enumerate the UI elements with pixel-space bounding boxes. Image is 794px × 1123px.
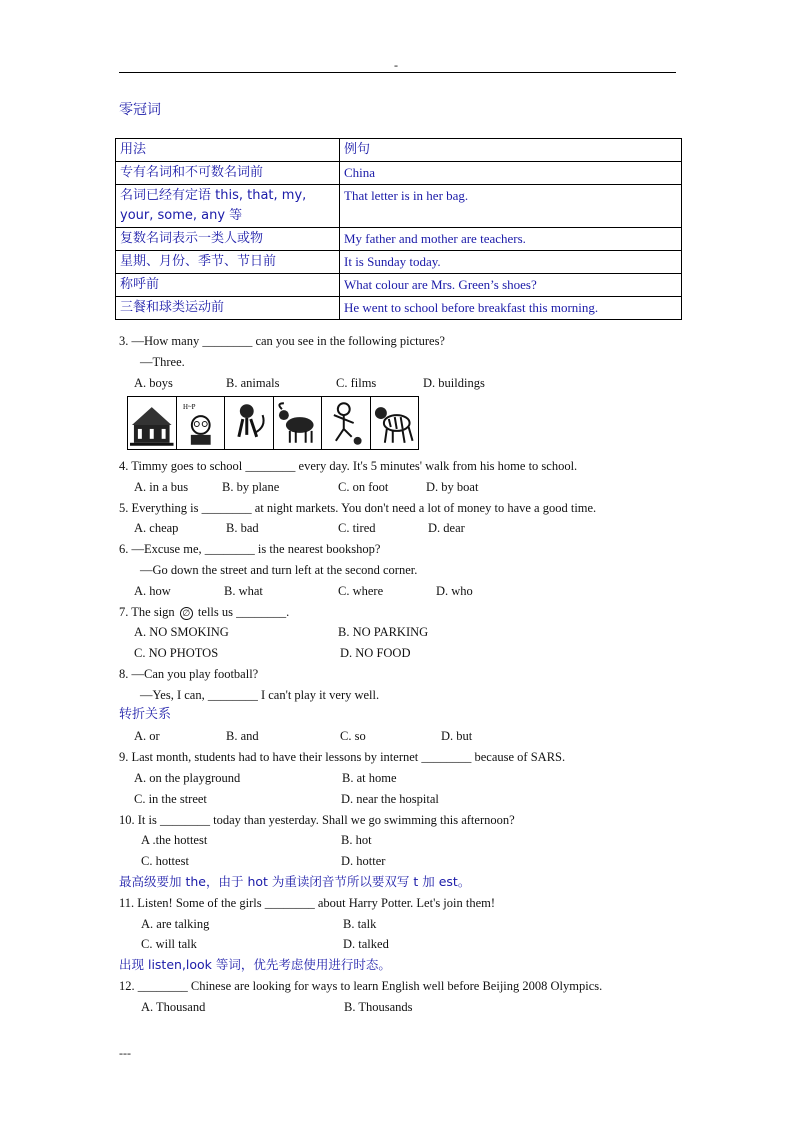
table-cell-example: It is Sunday today. [340,251,682,274]
question-3-option-c[interactable]: C. films [336,376,377,390]
question-10-option-d[interactable]: D. hotter [341,854,386,868]
question-11-stem: 11. Listen! Some of the girls ________ about Harry Potter. Let's join them! [119,896,496,910]
table-header-usage: 用法 [116,139,340,162]
table-row [116,162,682,185]
section-title: 零冠词 [119,102,161,118]
question-5-stem: 5. Everything is ________ at night markets. You don't need a lot of money to have a good time. [119,501,597,515]
table-cell-example: China [340,162,682,185]
table-row [116,251,682,274]
question-8-option-d[interactable]: D. but [441,729,473,743]
question-5-option-a[interactable]: A. cheap [134,521,179,535]
no-smoking-sign-icon: ∅ [180,607,193,620]
table-cell-example: My father and mother are teachers. [340,228,682,251]
question-3-pictures [127,396,419,450]
question-4-option-c[interactable]: C. on foot [338,480,389,494]
question-3-answer: —Three. [140,355,185,369]
question-8-stem: 8. —Can you play football? [119,667,259,681]
question-4-option-b[interactable]: B. by plane [222,480,280,494]
question-7-option-d[interactable]: D. NO FOOD [340,646,411,660]
table-row [116,228,682,251]
question-4-option-a[interactable]: A. in a bus [134,480,189,494]
question-5-option-c[interactable]: C. tired [338,521,376,535]
table-row [116,297,682,320]
svg-text:H~P: H~P [182,404,196,412]
question-7-stem [119,604,289,620]
question-12-option-b[interactable]: B. Thousands [344,1000,413,1014]
boy-football-picture [322,397,371,449]
question-9-option-c[interactable]: C. in the street [134,792,207,806]
question-3-option-d[interactable]: D. buildings [423,376,485,390]
question-10-option-b[interactable]: B. hot [341,833,372,847]
question-6-option-a[interactable]: A. how [134,584,171,598]
table-row [116,185,682,228]
question-4-stem: 4. Timmy goes to school ________ every day. It's 5 minutes' walk from his home to school. [119,459,578,473]
question-4-option-d[interactable]: D. by boat [426,480,479,494]
question-10-option-a[interactable]: A .the hottest [141,833,208,847]
question-7-option-b[interactable]: B. NO PARKING [338,625,429,639]
question-10-note: 最高级要加 the，由于 hot 为重读闭音节所以要双写 t 加 est。 [119,874,471,889]
question-5-option-b[interactable]: B. bad [226,521,259,535]
question-9-option-b[interactable]: B. at home [342,771,397,785]
question-3-option-b[interactable]: B. animals [226,376,280,390]
question-6-option-c[interactable]: C. where [338,584,384,598]
question-9-stem: 9. Last month, students had to have their lessons by internet ________ because of SARS. [119,750,566,764]
question-10-option-c[interactable]: C. hottest [141,854,189,868]
table-cell-usage: 名词已经有定语 this, that, my, your, some, any 等 [116,185,340,228]
question-7-stem-end: tells us ________. [197,605,290,619]
question-11-note: 出现 listen,look 等词，优先考虑使用进行时态。 [119,957,391,972]
question-6-option-b[interactable]: B. what [224,584,263,598]
table-cell-usage: 专有名词和不可数名词前 [116,162,340,185]
table-cell-example: What colour are Mrs. Green’s shoes? [340,274,682,297]
table-row [116,274,682,297]
header-mark: - [394,58,398,72]
question-7-option-c[interactable]: C. NO PHOTOS [134,646,219,660]
question-6-stem: 6. —Excuse me, ________ is the nearest bookshop? [119,542,381,556]
question-11-option-c[interactable]: C. will talk [141,937,197,951]
table-cell-usage: 称呼前 [116,274,340,297]
question-7-stem-start: 7. The sign [119,605,175,619]
question-8-note: 转折关系 [119,707,172,722]
usage-table [115,138,682,320]
table-cell-usage: 复数名词表示一类人或物 [116,228,340,251]
question-9-option-a[interactable]: A. on the playground [134,771,241,785]
question-3-stem: 3. —How many ________ can you see in the following pictures? [119,334,445,348]
tiger-picture [371,397,419,449]
question-8-option-a[interactable]: A. or [134,729,160,743]
building-picture [128,397,177,449]
footer-mark: --- [119,1046,131,1060]
table-header-example: 例句 [340,139,682,162]
question-12-option-a[interactable]: A. Thousand [141,1000,206,1014]
question-5-option-d[interactable]: D. dear [428,521,465,535]
monkey-picture [225,397,274,449]
table-cell-example: That letter is in her bag. [340,185,682,228]
table-cell-usage: 三餐和球类运动前 [116,297,340,320]
question-7-option-a[interactable]: A. NO SMOKING [134,625,229,639]
question-9-option-d[interactable]: D. near the hospital [341,792,439,806]
question-10-stem: 10. It is ________ today than yesterday. Shall we go swimming this afternoon? [119,813,515,827]
question-3-option-a[interactable]: A. boys [134,376,173,390]
table-cell-usage: 星期、月份、季节、节日前 [116,251,340,274]
question-6-answer: —Go down the street and turn left at the second corner. [140,563,418,577]
question-11-option-b[interactable]: B. talk [343,917,377,931]
question-8-option-c[interactable]: C. so [340,729,366,743]
table-cell-example: He went to school before breakfast this morning. [340,297,682,320]
table-header-row [116,139,682,162]
question-12-stem: 12. ________ Chinese are looking for ways to learn English well before Beijing 2008 Olympics. [119,979,603,993]
question-11-option-d[interactable]: D. talked [343,937,389,951]
goat-picture [274,397,323,449]
question-8-option-b[interactable]: B. and [226,729,259,743]
question-8-answer: —Yes, I can, ________ I can't play it very well. [140,688,380,702]
question-6-option-d[interactable]: D. who [436,584,473,598]
header-rule [119,72,676,73]
question-11-option-a[interactable]: A. are talking [141,917,210,931]
harry-potter-picture [177,397,226,449]
